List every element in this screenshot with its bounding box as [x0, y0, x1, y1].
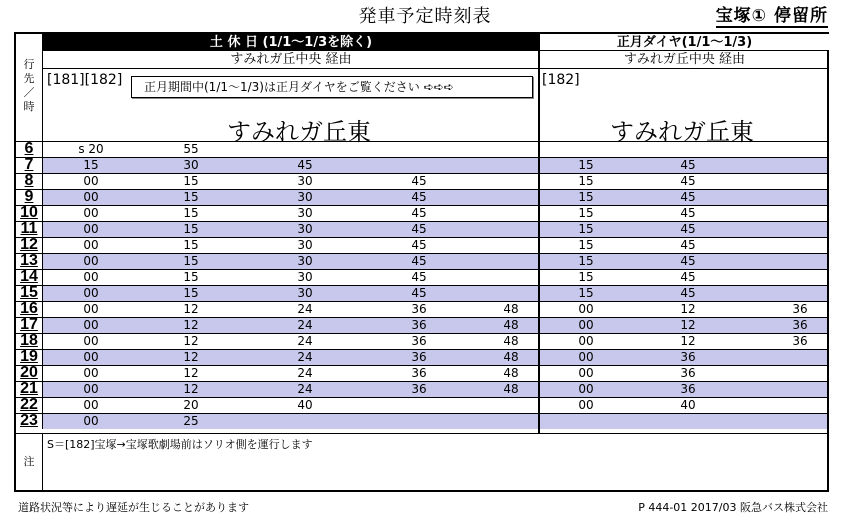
table-row: [16, 221, 827, 237]
weekend-via: すみれガ丘中央 経由: [43, 51, 539, 69]
hour-cell: 18: [16, 333, 43, 349]
minute-value: 45: [411, 206, 427, 220]
minute-value: 25: [183, 414, 199, 428]
table-row: [16, 205, 827, 221]
minute-value: 48: [503, 366, 519, 380]
minute-value: 00: [83, 190, 99, 204]
minute-value: 00: [578, 382, 594, 396]
newyear-notice: 正月期間中(1/1〜1/3)は正月ダイヤをご覧ください ➪➪➪: [131, 76, 533, 98]
minute-value: 30: [297, 286, 313, 300]
newyear-minutes: [540, 206, 827, 221]
minute-value: 12: [680, 334, 696, 348]
minute-value: 12: [183, 318, 199, 332]
minute-value: 36: [792, 334, 808, 348]
table-row: [16, 157, 827, 173]
minute-value: 36: [680, 366, 696, 380]
table-row: [16, 237, 827, 253]
minute-value: 45: [680, 190, 696, 204]
stop-name: 宝塚① 停留所: [715, 6, 828, 26]
destination-hour-label: 行 先 ／ 時: [23, 58, 35, 113]
minute-value: 36: [411, 318, 427, 332]
newyear-minutes: [540, 318, 827, 333]
minute-value: 15: [578, 174, 594, 188]
minute-value: 15: [183, 222, 199, 236]
table-row: [16, 141, 827, 157]
weekend-minutes: [43, 286, 538, 301]
newyear-minutes: [540, 190, 827, 205]
minute-value: 36: [411, 382, 427, 396]
weekend-minutes: [43, 158, 538, 173]
note-label: 注: [16, 434, 43, 490]
minute-value: 45: [411, 222, 427, 236]
newyear-minutes: [540, 350, 827, 365]
hour-cell: 14: [16, 269, 43, 285]
minute-value: 00: [83, 174, 99, 188]
table-row: [16, 301, 827, 317]
minute-value: 15: [578, 222, 594, 236]
minute-value: 00: [83, 254, 99, 268]
minute-value: 30: [297, 254, 313, 268]
minute-value: 36: [680, 350, 696, 364]
minute-value: 30: [297, 190, 313, 204]
minute-value: 30: [297, 270, 313, 284]
minute-value: 15: [183, 174, 199, 188]
minute-value: 15: [578, 254, 594, 268]
minute-value: 12: [183, 382, 199, 396]
minute-value: 12: [183, 334, 199, 348]
minute-value: 45: [680, 206, 696, 220]
newyear-minutes: [540, 366, 827, 381]
minute-value: 00: [578, 366, 594, 380]
minute-value: 00: [578, 318, 594, 332]
newyear-minutes: [540, 334, 827, 349]
newyear-minutes: [540, 382, 827, 397]
minute-value: 15: [578, 206, 594, 220]
minute-value: 48: [503, 334, 519, 348]
weekend-minutes: [43, 174, 538, 189]
minute-value: 15: [183, 286, 199, 300]
minute-value: 30: [297, 206, 313, 220]
minute-value: 12: [183, 350, 199, 364]
minute-value: 30: [183, 158, 199, 172]
table-row: [16, 413, 827, 429]
minute-value: 15: [83, 158, 99, 172]
minute-value: 40: [297, 398, 313, 412]
minute-value: 30: [297, 238, 313, 252]
weekend-minutes: [43, 270, 538, 285]
newyear-destination: すみれガ丘東: [610, 118, 754, 146]
minute-value: 48: [503, 382, 519, 396]
minute-value: 15: [183, 238, 199, 252]
hour-cell: 22: [16, 397, 43, 413]
newyear-section: [540, 34, 829, 146]
minute-value: 36: [792, 318, 808, 332]
minute-value: 45: [680, 238, 696, 252]
weekend-minutes: [43, 222, 538, 237]
note-row: [16, 433, 827, 490]
minute-value: 45: [411, 270, 427, 284]
minute-value: 15: [183, 190, 199, 204]
table-row: [16, 285, 827, 301]
minute-value: 36: [411, 366, 427, 380]
minute-value: 40: [680, 398, 696, 412]
minute-value: 15: [578, 270, 594, 284]
weekend-minutes: [43, 318, 538, 333]
minute-value: 36: [411, 350, 427, 364]
minute-value: 15: [183, 270, 199, 284]
minute-value: 45: [411, 286, 427, 300]
minute-value: 00: [83, 270, 99, 284]
timetable-rows: [16, 141, 827, 429]
weekend-destination: すみれガ丘東: [227, 118, 371, 146]
newyear-minutes: [540, 302, 827, 317]
minute-value: 36: [411, 302, 427, 316]
weekend-minutes: [43, 366, 538, 381]
minute-value: 48: [503, 302, 519, 316]
weekend-header: 土 休 日 (1/1〜1/3を除く): [43, 34, 539, 51]
table-row: [16, 173, 827, 189]
minute-value: 12: [183, 302, 199, 316]
hour-cell: 13: [16, 253, 43, 269]
note-text: S＝[182]宝塚→宝塚歌劇場前はソリオ側を運行します: [47, 438, 313, 451]
hour-cell: 11: [16, 221, 43, 237]
weekend-minutes: [43, 414, 538, 429]
newyear-minutes: [540, 270, 827, 285]
weekend-minutes: [43, 334, 538, 349]
minute-value: 00: [83, 222, 99, 236]
hour-cell: 6: [16, 141, 43, 157]
minute-value: 30: [297, 174, 313, 188]
minute-value: 00: [83, 398, 99, 412]
weekend-minutes: [43, 206, 538, 221]
minute-value: 45: [680, 270, 696, 284]
newyear-routes: [182]: [542, 72, 580, 88]
newyear-header: 正月ダイヤ(1/1〜1/3): [540, 34, 829, 51]
table-row: [16, 269, 827, 285]
table-row: [16, 317, 827, 333]
minute-value: 15: [578, 158, 594, 172]
minute-value: s 20: [78, 142, 104, 156]
minute-value: 15: [578, 286, 594, 300]
newyear-minutes: [540, 158, 827, 173]
table-row: [16, 333, 827, 349]
weekend-minutes: [43, 350, 538, 365]
footer-delay-note: 道路状況等により遅延が生じることがあります: [18, 501, 249, 514]
minute-value: 48: [503, 350, 519, 364]
hour-cell: 9: [16, 189, 43, 205]
minute-value: 15: [183, 206, 199, 220]
table-row: [16, 381, 827, 397]
weekend-minutes: [43, 190, 538, 205]
hour-cell: 20: [16, 365, 43, 381]
hour-cell: 23: [16, 413, 43, 429]
minute-value: 00: [83, 238, 99, 252]
minute-value: 45: [411, 190, 427, 204]
minute-value: 45: [680, 286, 696, 300]
minute-value: 00: [83, 382, 99, 396]
minute-value: 45: [297, 158, 313, 172]
weekend-routes: [181][182]: [47, 72, 123, 88]
minute-value: 30: [297, 222, 313, 236]
minute-value: 24: [297, 318, 313, 332]
timetable-frame: [14, 32, 829, 492]
newyear-minutes: [540, 254, 827, 269]
table-row: [16, 397, 827, 413]
newyear-minutes: [540, 238, 827, 253]
weekend-minutes: [43, 382, 538, 397]
minute-value: 45: [680, 254, 696, 268]
minute-value: 36: [680, 382, 696, 396]
minute-value: 12: [680, 302, 696, 316]
minute-value: 15: [183, 254, 199, 268]
table-row: [16, 253, 827, 269]
minute-value: 00: [83, 302, 99, 316]
page-title: 発車予定時刻表: [358, 6, 492, 27]
weekend-minutes: [43, 238, 538, 253]
footer-publisher: P 444-01 2017/03 阪急バス株式会社: [638, 501, 828, 514]
minute-value: 00: [83, 318, 99, 332]
minute-value: 00: [578, 302, 594, 316]
minute-value: 00: [83, 414, 99, 428]
hour-cell: 21: [16, 381, 43, 397]
hour-cell: 10: [16, 205, 43, 221]
newyear-minutes: [540, 142, 827, 157]
newyear-minutes: [540, 174, 827, 189]
minute-value: 24: [297, 302, 313, 316]
weekend-minutes: [43, 398, 538, 413]
weekend-minutes: [43, 302, 538, 317]
table-row: [16, 189, 827, 205]
minute-value: 55: [183, 142, 199, 156]
minute-value: 00: [578, 350, 594, 364]
minute-value: 24: [297, 366, 313, 380]
minute-value: 48: [503, 318, 519, 332]
minute-value: 00: [83, 366, 99, 380]
minute-value: 24: [297, 382, 313, 396]
minute-value: 36: [411, 334, 427, 348]
newyear-minutes: [540, 222, 827, 237]
minute-value: 45: [411, 174, 427, 188]
table-row: [16, 349, 827, 365]
minute-value: 00: [578, 334, 594, 348]
minute-value: 12: [680, 318, 696, 332]
minute-value: 24: [297, 350, 313, 364]
minute-value: 45: [680, 174, 696, 188]
newyear-minutes: [540, 414, 827, 429]
minute-value: 45: [680, 158, 696, 172]
table-row: [16, 365, 827, 381]
minute-value: 00: [83, 286, 99, 300]
newyear-minutes: [540, 286, 827, 301]
left-label-column: [16, 34, 43, 141]
minute-value: 45: [680, 222, 696, 236]
hour-cell: 12: [16, 237, 43, 253]
hour-cell: 7: [16, 157, 43, 173]
minute-value: 00: [578, 398, 594, 412]
minute-value: 15: [578, 238, 594, 252]
weekend-minutes: [43, 254, 538, 269]
hour-cell: 16: [16, 301, 43, 317]
minute-value: 15: [578, 190, 594, 204]
weekend-section: [43, 34, 539, 146]
minute-value: 00: [83, 350, 99, 364]
minute-value: 00: [83, 334, 99, 348]
minute-value: 00: [83, 206, 99, 220]
minute-value: 12: [183, 366, 199, 380]
hour-cell: 17: [16, 317, 43, 333]
minute-value: 36: [792, 302, 808, 316]
minute-value: 45: [411, 238, 427, 252]
minute-value: 24: [297, 334, 313, 348]
hour-cell: 8: [16, 173, 43, 189]
hour-cell: 19: [16, 349, 43, 365]
weekend-minutes: [43, 142, 538, 157]
minute-value: 20: [183, 398, 199, 412]
newyear-via: すみれガ丘中央 経由: [540, 51, 829, 69]
newyear-minutes: [540, 398, 827, 413]
minute-value: 45: [411, 254, 427, 268]
hour-cell: 15: [16, 285, 43, 301]
